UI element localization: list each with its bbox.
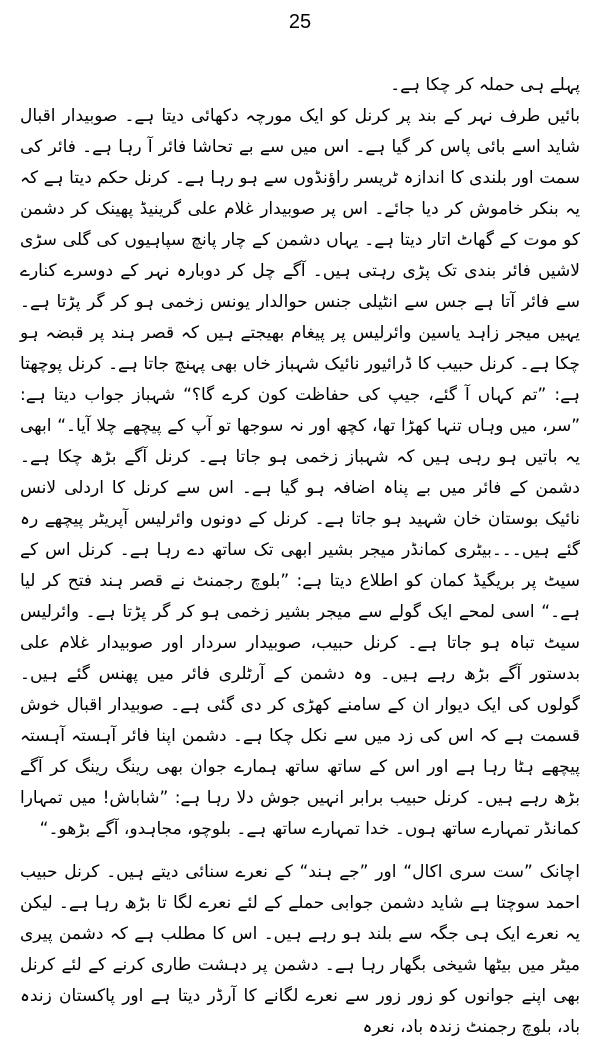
paragraph-3: اچانک ”ست سری اکال“ اور ”جے ہند“ کے نعرے سنائی دیتے ہیں۔ کرنل حبیب احمد سوچتا ہے شاید دشمن جوابی حملے کے لئے نعرے لگا تا بڑھ رہا ہے۔ لیکن یہ نعرے ایک ہی جگہ سے بلند ہو رہے ہیں۔ اس کا مطلب ہے کہ دشمن پیری میٹر میں بیٹھا شیخی بگھار رہا ہے۔ دشمن پر دہشت طاری کرنے کے لئے کرنل بھی اپنے جوانوں کو زور زور سے نعرے لگانے کا آرڈر دیتا ہے اور پاکستان زندہ باد، بلوچ رجمنٹ زندہ باد، نعرہ — [20, 862, 580, 1037]
paragraph-2: بائیں طرف نہر کے بند پر کرنل کو ایک مورچہ دکھائی دیتا ہے۔ صوبیدار اقبال شاید اسے بائی پاس کر گیا ہے۔ اس میں سے بے تحاشا فائر آ رہا ہے۔ فائر کی سمت اور بلندی کا اندازہ ٹریسر راؤنڈوں سے ہو رہا ہے۔ کرنل حکم دیتا ہے کہ یہ بنکر خاموش کر دیا جائے۔ اس پر صوبیدار غلام علی گرینیڈ پھینک کر دشمن کو موت کے گھاٹ اتار دیتا ہے۔ یہاں دشمن کے چار پانچ سپاہیوں کی گلی سڑی لاشیں فائر بندی تک پڑی رہتی ہیں۔ آگے چل کر دوبارہ نہر کے دوسرے کنارے سے فائر آتا ہے جس سے انٹیلی جنس حوالدار یونس زخمی ہو کر گر پڑتا ہے۔ یہیں میجر زاہد یاسین وائرلیس پر پیغام بھیجتے ہیں کہ قصر ہند پر قبضہ ہو چکا ہے۔ کرنل حبیب کا ڈرائیور نائیک شہباز خاں بھی پہنچ جاتا ہے۔ کرنل پوچھتا ہے: ”تم کہاں آ گئے، جیپ کی حفاظت کون کرے گا؟“ شہباز جواب دیتا ہے: ”سر، میں وہاں تنہا کھڑا تھا، کچھ اور نہ سوجھا تو آپ کے پیچھے چلا آیا۔“ ابھی یہ باتیں ہو رہی ہیں کہ شہباز زخمی ہو جاتا ہے۔ کرنل آگے بڑھ چکا ہے۔ دشمن کے فائر میں بے پناہ اضافہ ہو گیا ہے۔ اس سے کرنل کا اردلی لانس نائیک بوستان خان شہید ہو جاتا ہے۔ کرنل کے دونوں وائرلیس آپریٹر پیچھے رہ گئے ہیں۔۔۔بیٹری کمانڈر میجر بشیر ابھی تک ساتھ دے رہا ہے۔ کرنل اس کے سیٹ پر بریگیڈ کمان کو اطلاع دیتا ہے: ”بلوچ رجمنٹ نے قصر ہند فتح کر لیا ہے۔“ اسی لمحے ایک گولے سے میجر بشیر زخمی ہو کر گر پڑتا ہے۔ وائرلیس سیٹ تباہ ہو جاتا ہے۔ کرنل حبیب، صوبیدار سردار اور صوبیدار غلام علی بدستور آگے بڑھ رہے ہیں۔ وہ دشمن کے آرٹلری فائر میں پھنس گئے ہیں۔ گولوں کی ایک دیوار ان کے سامنے کھڑی کر دی گئی ہے۔ صوبیدار اقبال خوش قسمت ہے کہ اس کی زد میں سے نکل چکا ہے۔ دشمن اپنا فائر آہستہ آہستہ پیچھے ہٹا رہا ہے اور اس کے ساتھ ساتھ ہمارے جوان بھی رینگ رینگ کر آگے بڑھ رہے ہیں۔ کرنل حبیب برابر انہیں جوش دلا رہا ہے: ”شاباش! میں تمہارا کمانڈر تمہارے ساتھ ہوں۔ خدا تمہارے ساتھ ہے۔ بلوچو، مجاہدو، آگے بڑھو۔“ — [20, 106, 580, 839]
paragraph-1: پہلے ہی حملہ کر چکا ہے۔ — [390, 75, 580, 95]
page-number: 25 — [288, 11, 312, 33]
page-body — [20, 70, 580, 1043]
